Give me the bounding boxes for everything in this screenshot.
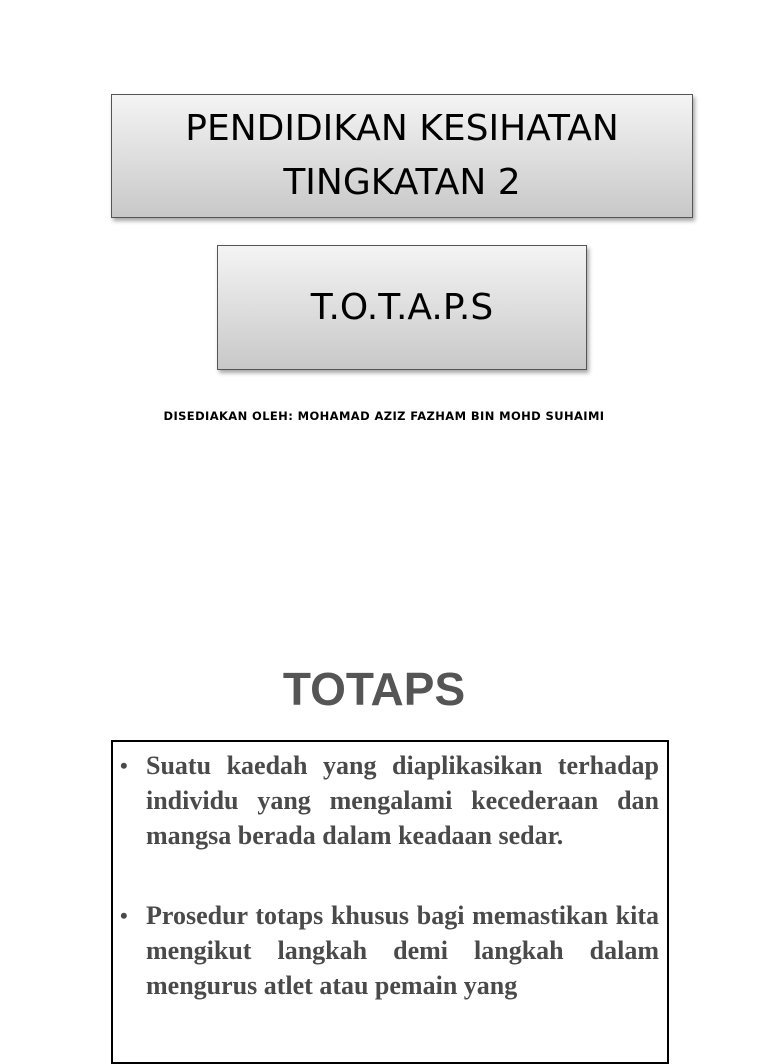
- list-item: [113, 748, 667, 853]
- title-line-1: PENDIDIKAN KESIHATAN: [185, 108, 619, 149]
- prepared-by-text: DISEDIAKAN OLEH: MOHAMAD AZIZ FAZHAM BIN MOHD SUHAIMI: [163, 409, 605, 423]
- slide-2-title: TOTAPS: [282, 663, 466, 715]
- page-title: [185, 102, 619, 210]
- bullet-text: Suatu kaedah yang diaplikasikan terhadap individu yang mengalami kecederaan dan mangsa berada dalam keadaan sedar.: [146, 751, 659, 850]
- slide-2: [0, 600, 768, 1024]
- bullet-icon: •: [120, 753, 128, 778]
- title-box: [111, 94, 693, 218]
- title-line-2: TINGKATAN 2: [283, 162, 521, 203]
- subtitle: T.O.T.A.P.S: [310, 287, 494, 328]
- subtitle-box: [217, 245, 587, 370]
- bullet-text: Prosedur totaps khusus bagi memastikan kita mengikut langkah demi langkah dalam mengurus atlet atau pemain yang: [146, 901, 659, 1000]
- list-item: [113, 898, 667, 1003]
- bullet-icon: •: [120, 903, 128, 928]
- content-box: [111, 740, 669, 1064]
